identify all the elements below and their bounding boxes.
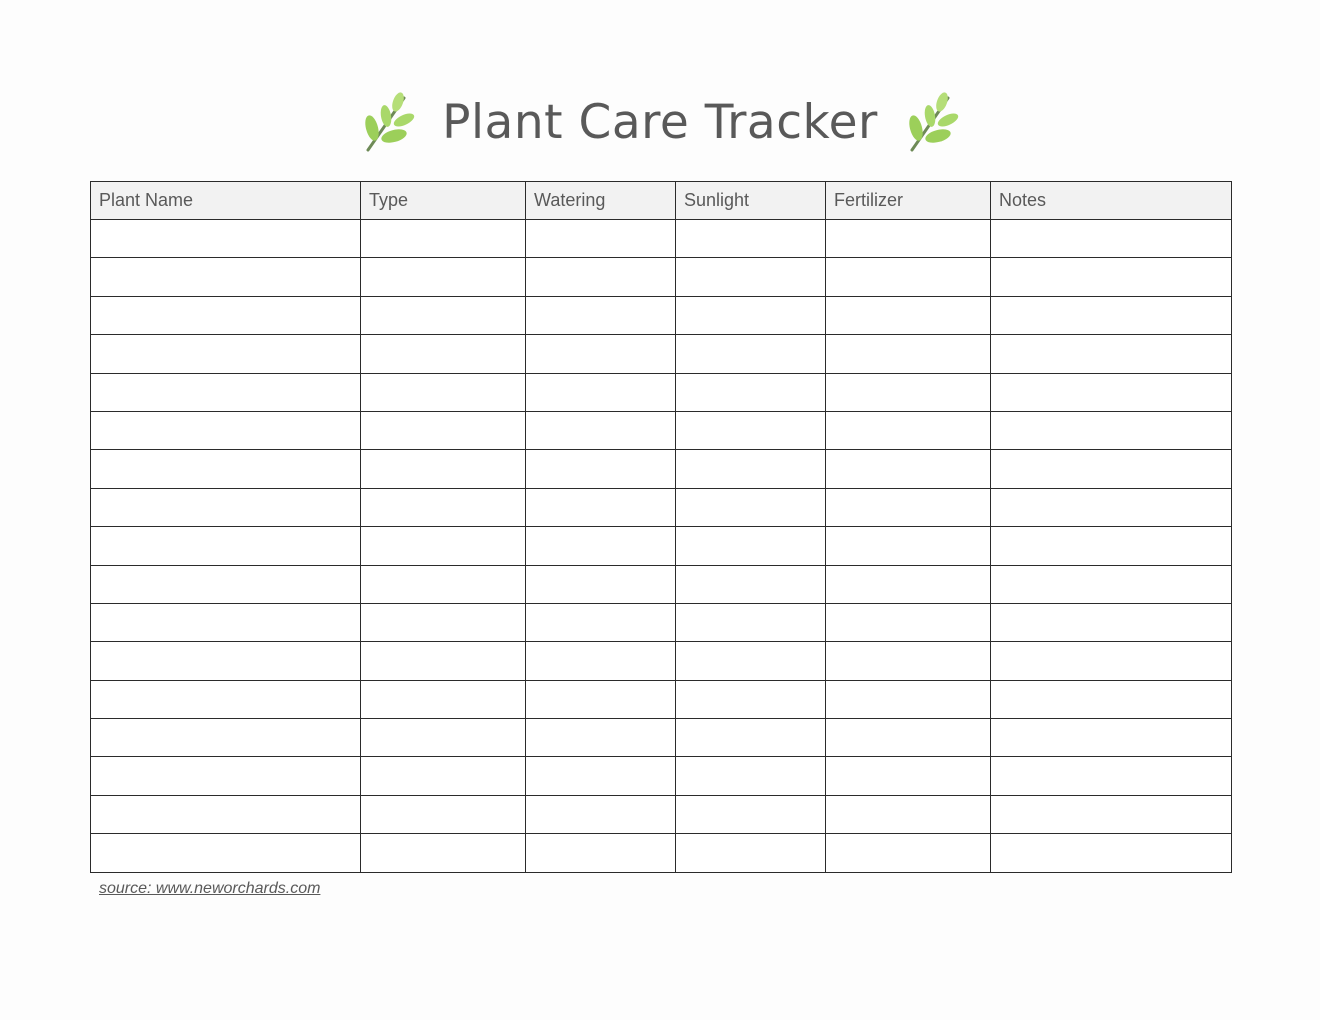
- table-cell[interactable]: [826, 603, 991, 641]
- table-row: [91, 680, 1232, 718]
- table-cell[interactable]: [826, 642, 991, 680]
- table-cell[interactable]: [526, 220, 676, 258]
- table-cell[interactable]: [526, 450, 676, 488]
- table-cell[interactable]: [91, 565, 361, 603]
- table-cell[interactable]: [91, 450, 361, 488]
- table-cell[interactable]: [526, 527, 676, 565]
- table-cell[interactable]: [361, 603, 526, 641]
- table-row: [91, 450, 1232, 488]
- table-cell[interactable]: [91, 757, 361, 795]
- table-cell[interactable]: [676, 258, 826, 296]
- table-row: [91, 220, 1232, 258]
- table-cell[interactable]: [526, 680, 676, 718]
- table-cell[interactable]: [676, 642, 826, 680]
- table-cell[interactable]: [526, 258, 676, 296]
- table-cell[interactable]: [826, 565, 991, 603]
- table-row: [91, 411, 1232, 449]
- table-cell[interactable]: [361, 565, 526, 603]
- page-title: Plant Care Tracker: [442, 94, 878, 150]
- table-cell[interactable]: [991, 488, 1232, 526]
- table-cell[interactable]: [676, 603, 826, 641]
- table-cell[interactable]: [526, 411, 676, 449]
- table-cell[interactable]: [361, 642, 526, 680]
- table-cell[interactable]: [361, 450, 526, 488]
- table-cell[interactable]: [991, 411, 1232, 449]
- table-cell[interactable]: [361, 373, 526, 411]
- table-cell[interactable]: [826, 834, 991, 872]
- table-cell[interactable]: [526, 565, 676, 603]
- table-cell[interactable]: [991, 527, 1232, 565]
- table-cell[interactable]: [991, 603, 1232, 641]
- table-cell[interactable]: [991, 450, 1232, 488]
- column-header-notes: Notes: [991, 182, 1232, 220]
- table-row: [91, 335, 1232, 373]
- table-row: [91, 296, 1232, 334]
- table-cell[interactable]: [826, 411, 991, 449]
- table-cell[interactable]: [526, 296, 676, 334]
- table-cell[interactable]: [361, 795, 526, 833]
- column-header-type: Type: [361, 182, 526, 220]
- table-cell[interactable]: [676, 719, 826, 757]
- table-cell[interactable]: [91, 335, 361, 373]
- table-cell[interactable]: [361, 220, 526, 258]
- column-header-sunlight: Sunlight: [676, 182, 826, 220]
- table-row: [91, 603, 1232, 641]
- table-cell[interactable]: [826, 296, 991, 334]
- table-cell[interactable]: [676, 335, 826, 373]
- table-cell[interactable]: [676, 527, 826, 565]
- table-cell[interactable]: [826, 220, 991, 258]
- table-cell[interactable]: [526, 757, 676, 795]
- table-cell[interactable]: [361, 680, 526, 718]
- table-cell[interactable]: [361, 411, 526, 449]
- table-cell[interactable]: [361, 834, 526, 872]
- table-cell[interactable]: [526, 373, 676, 411]
- table-cell[interactable]: [991, 795, 1232, 833]
- table-cell[interactable]: [91, 527, 361, 565]
- table-cell[interactable]: [991, 296, 1232, 334]
- table-cell[interactable]: [676, 834, 826, 872]
- table-cell[interactable]: [991, 719, 1232, 757]
- table-cell[interactable]: [991, 373, 1232, 411]
- table-cell[interactable]: [991, 565, 1232, 603]
- table-cell[interactable]: [826, 450, 991, 488]
- table-row: [91, 527, 1232, 565]
- table-cell[interactable]: [826, 488, 991, 526]
- table-cell[interactable]: [526, 834, 676, 872]
- table-cell[interactable]: [91, 488, 361, 526]
- table-cell[interactable]: [361, 757, 526, 795]
- table-cell[interactable]: [676, 450, 826, 488]
- table-cell[interactable]: [991, 335, 1232, 373]
- table-cell[interactable]: [826, 757, 991, 795]
- column-header-fertilizer: Fertilizer: [826, 182, 991, 220]
- table-cell[interactable]: [526, 719, 676, 757]
- table-cell[interactable]: [361, 258, 526, 296]
- table-cell[interactable]: [676, 411, 826, 449]
- table-row: [91, 795, 1232, 833]
- table-cell[interactable]: [91, 603, 361, 641]
- table-cell[interactable]: [991, 642, 1232, 680]
- table-cell[interactable]: [676, 373, 826, 411]
- table-cell[interactable]: [91, 411, 361, 449]
- table-cell[interactable]: [991, 680, 1232, 718]
- table-cell[interactable]: [91, 642, 361, 680]
- table-cell[interactable]: [676, 757, 826, 795]
- table-cell[interactable]: [91, 795, 361, 833]
- table-cell[interactable]: [526, 603, 676, 641]
- table-row: [91, 834, 1232, 872]
- table-cell[interactable]: [826, 335, 991, 373]
- table-cell[interactable]: [361, 527, 526, 565]
- table-cell[interactable]: [676, 565, 826, 603]
- table-cell[interactable]: [826, 527, 991, 565]
- table-cell[interactable]: [826, 795, 991, 833]
- table-cell[interactable]: [991, 757, 1232, 795]
- table-cell[interactable]: [361, 296, 526, 334]
- table-cell[interactable]: [526, 642, 676, 680]
- column-header-plant-name: Plant Name: [91, 182, 361, 220]
- table-cell[interactable]: [91, 680, 361, 718]
- table-cell[interactable]: [91, 373, 361, 411]
- table-row: [91, 757, 1232, 795]
- source-link[interactable]: source: www.neworchards.com: [99, 880, 321, 897]
- table-cell[interactable]: [361, 488, 526, 526]
- table-cell[interactable]: [991, 220, 1232, 258]
- column-header-watering: Watering: [526, 182, 676, 220]
- table-cell[interactable]: [91, 258, 361, 296]
- table-cell[interactable]: [676, 795, 826, 833]
- table-cell[interactable]: [676, 488, 826, 526]
- table-cell[interactable]: [91, 834, 361, 872]
- plant-care-table: [90, 181, 1232, 873]
- table-header-row: [91, 182, 1232, 220]
- table-cell[interactable]: [676, 680, 826, 718]
- table-row: [91, 258, 1232, 296]
- table-cell[interactable]: [526, 488, 676, 526]
- table-cell[interactable]: [676, 296, 826, 334]
- table-cell[interactable]: [826, 373, 991, 411]
- table-cell[interactable]: [91, 220, 361, 258]
- table-cell[interactable]: [826, 258, 991, 296]
- table-cell[interactable]: [361, 719, 526, 757]
- table-cell[interactable]: [991, 258, 1232, 296]
- herb-leaf-icon: [360, 90, 416, 154]
- table-cell[interactable]: [826, 680, 991, 718]
- table-cell[interactable]: [991, 834, 1232, 872]
- table-body: [91, 220, 1232, 873]
- table-row: [91, 565, 1232, 603]
- table-row: [91, 642, 1232, 680]
- table-cell[interactable]: [361, 335, 526, 373]
- table-row: [91, 373, 1232, 411]
- table-cell[interactable]: [676, 220, 826, 258]
- title-row: [0, 84, 1320, 160]
- table-cell[interactable]: [526, 795, 676, 833]
- herb-leaf-icon: [904, 90, 960, 154]
- table-cell[interactable]: [91, 296, 361, 334]
- table-row: [91, 719, 1232, 757]
- table-cell[interactable]: [826, 719, 991, 757]
- table-cell[interactable]: [91, 719, 361, 757]
- table-cell[interactable]: [526, 335, 676, 373]
- table-row: [91, 488, 1232, 526]
